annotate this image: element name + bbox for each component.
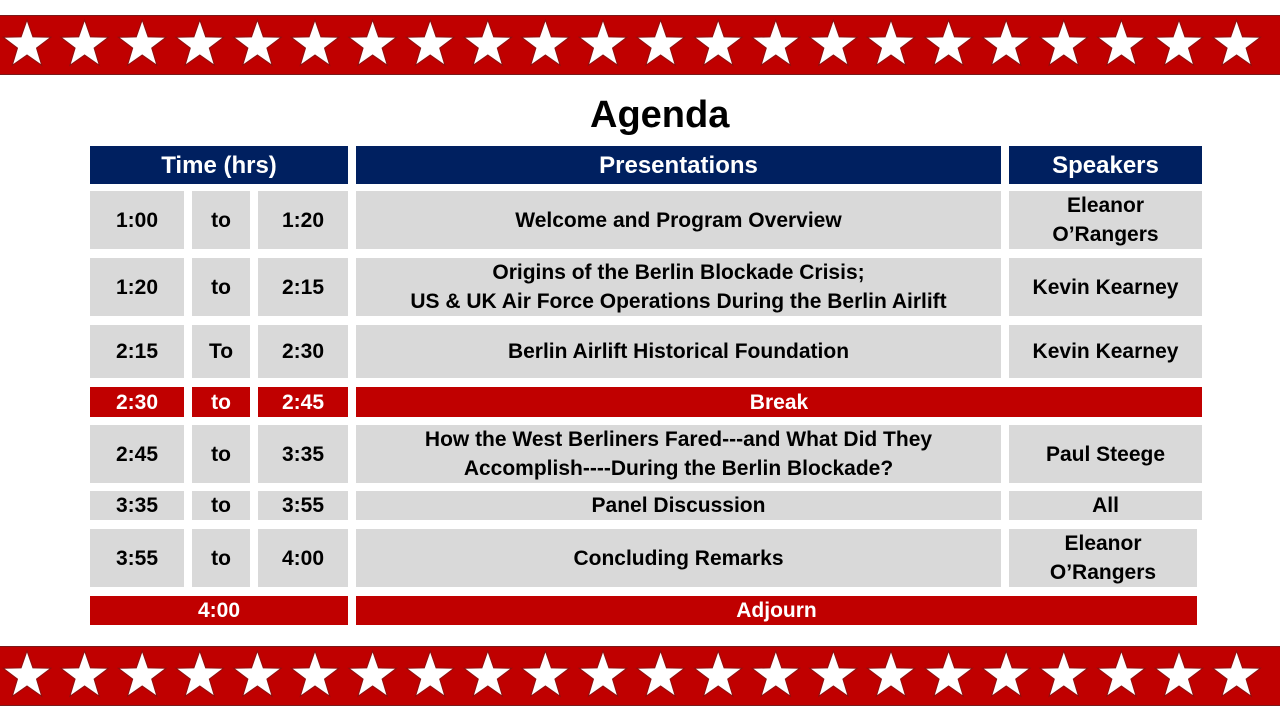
row-5-title: How the West Berliners Fared---and What Did They Accomplish----During the Berlin Blockade? [356, 425, 1001, 483]
star-icon [1040, 20, 1088, 65]
star-icon [176, 20, 224, 65]
row-4-sep: to [192, 387, 250, 417]
top-star-row [0, 16, 1280, 74]
star-icon [1155, 651, 1203, 696]
title-area [0, 90, 1280, 140]
star-icon [406, 651, 454, 696]
star-icon [810, 20, 858, 65]
star-icon [982, 20, 1030, 65]
row-7-sep: to [192, 529, 250, 587]
final-time: 4:00 [90, 596, 348, 625]
star-icon [637, 651, 685, 696]
row-7-start: 3:55 [90, 529, 184, 587]
page-title: Agenda [590, 94, 730, 136]
star-icon [291, 651, 339, 696]
star-icon [1098, 20, 1146, 65]
row-3-start: 2:15 [90, 325, 184, 378]
star-icon [118, 651, 166, 696]
star-icon [234, 20, 282, 65]
star-icon [464, 20, 512, 65]
top-star-band [0, 15, 1280, 75]
row-2-end: 2:15 [258, 258, 348, 316]
star-icon [579, 20, 627, 65]
star-icon [3, 20, 51, 65]
star-icon [694, 20, 742, 65]
bottom-star-row [0, 647, 1280, 705]
row-7-end: 4:00 [258, 529, 348, 587]
star-icon [1213, 20, 1261, 65]
row-3-sep: To [192, 325, 250, 378]
star-icon [291, 20, 339, 65]
row-6-end: 3:55 [258, 491, 348, 520]
row-1-title: Welcome and Program Overview [356, 191, 1001, 249]
star-icon [234, 651, 282, 696]
star-icon [810, 651, 858, 696]
row-7-title: Concluding Remarks [356, 529, 1001, 587]
row-2-start: 1:20 [90, 258, 184, 316]
star-icon [61, 20, 109, 65]
star-icon [579, 651, 627, 696]
star-icon [925, 20, 973, 65]
star-icon [637, 20, 685, 65]
bottom-star-band [0, 646, 1280, 706]
row-4-end: 2:45 [258, 387, 348, 417]
row-6-start: 3:35 [90, 491, 184, 520]
row-3-speaker: Kevin Kearney [1009, 325, 1202, 378]
star-icon [867, 20, 915, 65]
row-2-sep: to [192, 258, 250, 316]
row-5-speaker: Paul Steege [1009, 425, 1202, 483]
star-icon [406, 20, 454, 65]
star-icon [118, 20, 166, 65]
star-icon [349, 651, 397, 696]
row-3-end: 2:30 [258, 325, 348, 378]
header-time: Time (hrs) [90, 146, 348, 184]
star-icon [522, 651, 570, 696]
star-icon [1155, 20, 1203, 65]
star-icon [1040, 651, 1088, 696]
final-label: Adjourn [356, 596, 1197, 625]
star-icon [3, 651, 51, 696]
star-icon [752, 651, 800, 696]
row-3-title: Berlin Airlift Historical Foundation [356, 325, 1001, 378]
row-6-speaker: All [1009, 491, 1202, 520]
row-2-title: Origins of the Berlin Blockade Crisis; US & UK Air Force Operations During the Berlin Airlift [356, 258, 1001, 316]
star-icon [752, 20, 800, 65]
row-1-sep: to [192, 191, 250, 249]
row-1-speaker: Eleanor O’Rangers [1009, 191, 1202, 249]
star-icon [925, 651, 973, 696]
row-2-speaker: Kevin Kearney [1009, 258, 1202, 316]
row-1-start: 1:00 [90, 191, 184, 249]
star-icon [1213, 651, 1261, 696]
star-icon [349, 20, 397, 65]
star-icon [464, 651, 512, 696]
star-icon [61, 651, 109, 696]
star-icon [522, 20, 570, 65]
header-presentations: Presentations [356, 146, 1001, 184]
star-icon [694, 651, 742, 696]
row-4-start: 2:30 [90, 387, 184, 417]
row-5-start: 2:45 [90, 425, 184, 483]
row-6-title: Panel Discussion [356, 491, 1001, 520]
row-7-speaker: Eleanor O’Rangers [1009, 529, 1197, 587]
row-1-end: 1:20 [258, 191, 348, 249]
star-icon [867, 651, 915, 696]
row-6-sep: to [192, 491, 250, 520]
star-icon [1098, 651, 1146, 696]
header-speakers: Speakers [1009, 146, 1202, 184]
row-5-end: 3:35 [258, 425, 348, 483]
row-4-title: Break [356, 387, 1202, 417]
star-icon [176, 651, 224, 696]
row-5-sep: to [192, 425, 250, 483]
star-icon [982, 651, 1030, 696]
